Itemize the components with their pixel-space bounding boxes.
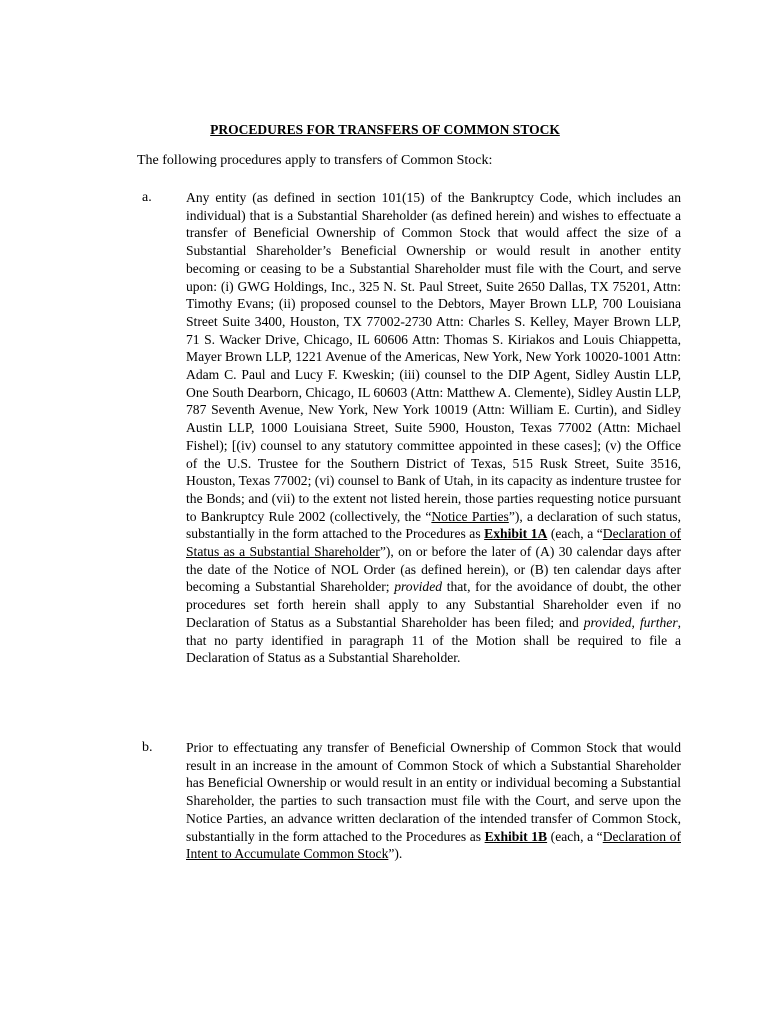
italic-term: provided	[583, 614, 632, 630]
item-body	[186, 189, 681, 667]
italic-term: further	[639, 614, 678, 630]
intro-paragraph: The following procedures apply to transfers of Common Stock:	[137, 153, 493, 168]
item-marker: b.	[142, 740, 153, 755]
text-segment: ”), on or before the later of (A) 30 calendar days after the date of the Notice of NOL Order (as defined herein), or (B) ten calendar days after becoming a Substantial Shareholder;	[186, 544, 681, 595]
text-segment: Any entity (as defined in section 101(15) of the Bankruptcy Code, which includes an individual) that is a Substantial Shareholder (as defined herein) and wishes to effectuate a transfer of Beneficial Ownership of Common Stock that would affect the size of a Substantial Shareholder’s Beneficial Ownership or would result in another entity becoming or ceasing to be a Substantial Shareholder must file with the Court, and serve upon: (i) GWG Holdings, Inc., 325 N. St. Paul Street, Suite 2650 Dallas, TX 75201, Attn: Timothy Evans; (ii) proposed counsel to the Debtors, Mayer Brown LLP, 700 Louisiana Street Suite 3400, Houston, TX 77002-2730 Attn: Charles S. Kelley, Mayer Brown LLP, 71 S. Wacker Drive, Chicago, IL 60606 Attn: Thomas S. Kiriakos and Louis Chiappetta, Mayer Brown LLP, 1221 Avenue of the Americas, New York, New York 10020-1001 Attn: Adam C. Paul and Lucy F. Kweskin; (iii) counsel to the DIP Agent, Sidley Austin LLP, One South Dearborn, Chicago, IL 60603 (Attn: Matthew A. Clemente), Sidley Austin LLP, 787 Seventh Avenue, New York, New York 10019 (Attn: William E. Curtin), and Sidley Austin LLP, 1000 Louisiana Street, Suite 5900, Houston, Texas 77002 (Attn: Michael Fishel); [(iv) counsel to any statutory committee appointed in these cases]; (v) the Office of the U.S. Trustee for the Southern District of Texas, 515 Rusk Street, Suite 3516, Houston, Texas 77002; (vi) counsel to Bank of Utah, in its capacity as indenture trustee for the Bonds; and (vii) to the extent not listed herein, those parties requesting notice pursuant to Bankruptcy Rule 2002 (collectively, the “	[186, 190, 681, 524]
defined-term-declaration: Declaration of Status as a Substantial Shareholder	[186, 526, 682, 560]
defined-term-declaration: Declaration of Intent to Accumulate Common Stock	[186, 828, 681, 862]
text-segment: ”), a declaration of such status, substantially in the form attached to the Procedures as	[186, 508, 681, 542]
exhibit-reference: Exhibit 1B	[484, 828, 548, 844]
text-segment: that, for the avoidance of doubt, the other procedures set forth herein shall apply to any Substantial Shareholder even if no Declaration of Status as a Substantial Shareholder has been filed; and	[186, 579, 681, 630]
text-segment: (each, a “	[547, 828, 603, 844]
text-segment: ”).	[388, 846, 403, 862]
italic-term: provided	[394, 579, 443, 595]
defined-term-notice-parties: Notice Parties	[431, 508, 509, 524]
item-marker: a.	[142, 190, 152, 205]
text-segment: , that no party identified in paragraph 11 of the Motion shall be required to file a Declaration of Status as a Substantial Shareholder.	[186, 614, 682, 666]
item-body	[186, 739, 681, 863]
exhibit-reference: Exhibit 1A	[484, 526, 548, 542]
text-segment: Prior to effectuating any transfer of Beneficial Ownership of Common Stock that would result in an increase in the amount of Common Stock of which a Substantial Shareholder has Beneficial Ownership or would result in an entity or individual becoming a Substantial Shareholder, the parties to such transaction must file with the Court, and serve upon the Notice Parties, an advance written declaration of the intended transfer of Common Stock, substantially in the form attached to the Procedures as	[186, 740, 681, 844]
document-title: PROCEDURES FOR TRANSFERS OF COMMON STOCK	[210, 122, 560, 137]
text-segment: ,	[631, 614, 640, 630]
text-segment: (each, a “	[547, 526, 603, 542]
